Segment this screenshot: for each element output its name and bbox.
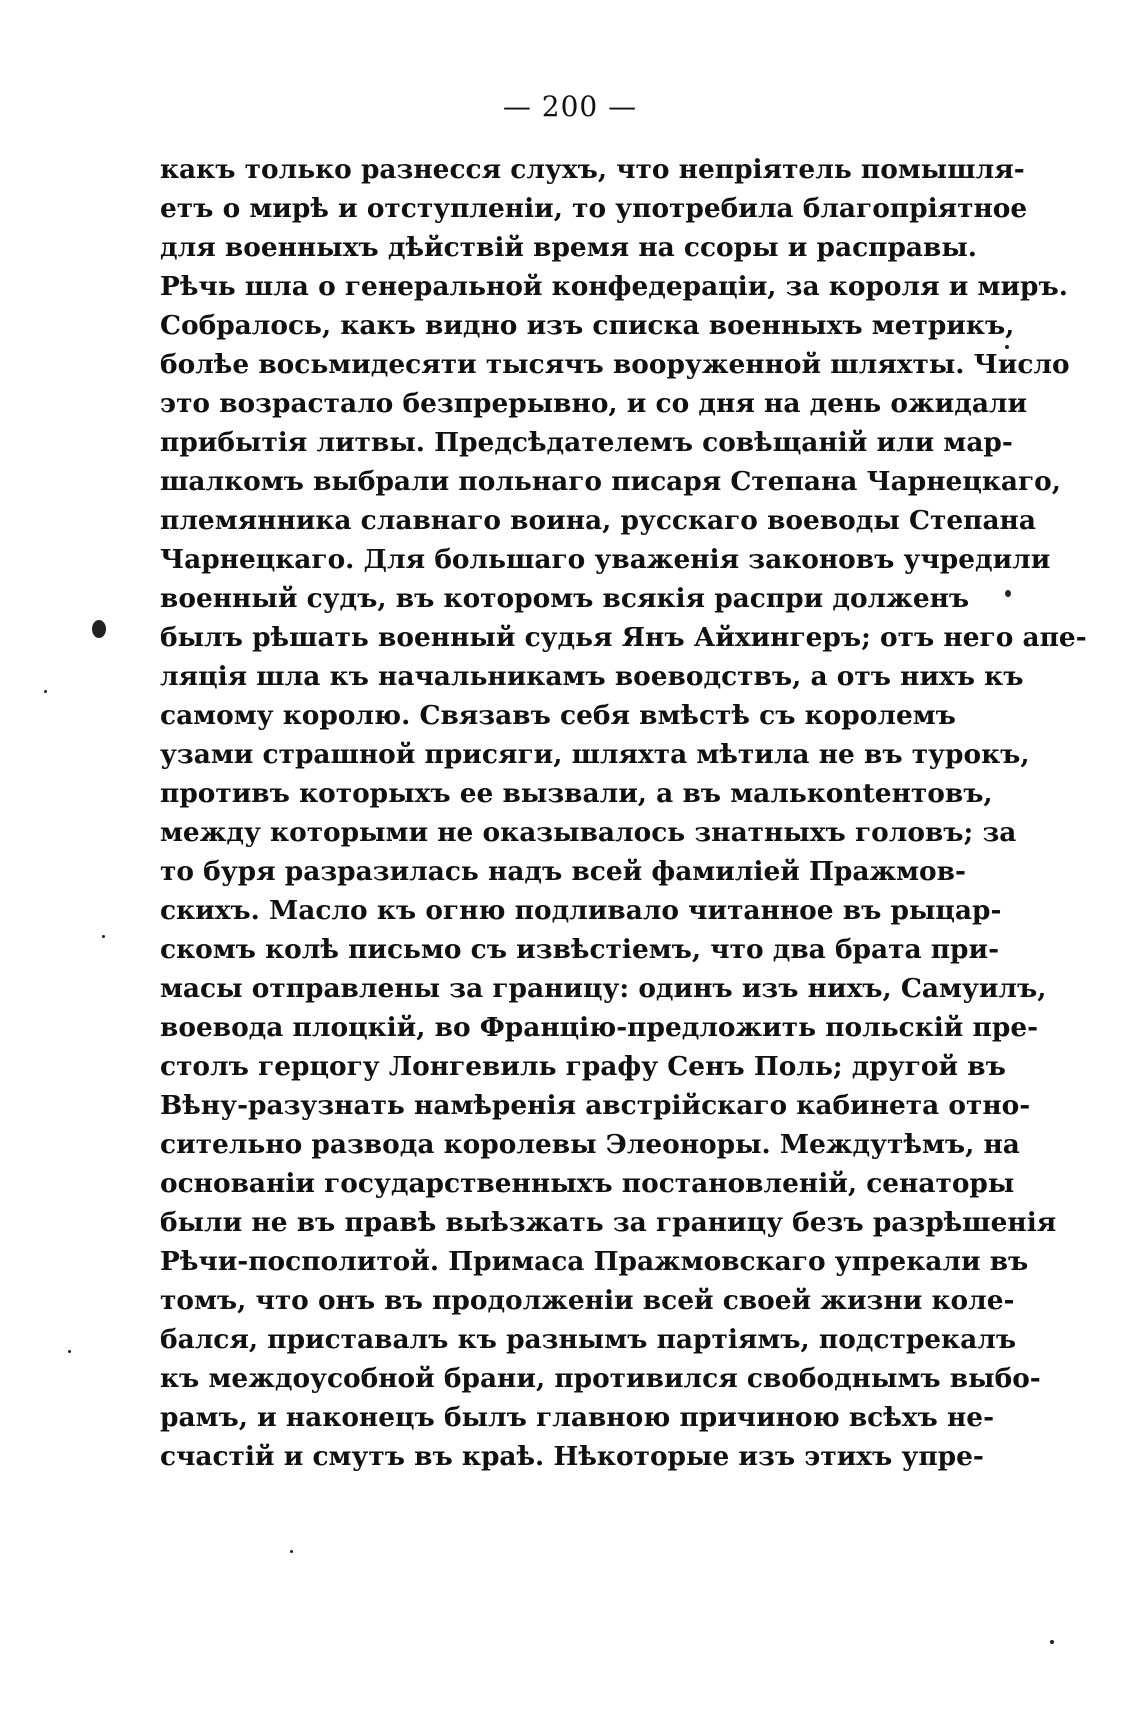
scan-speck bbox=[68, 1350, 71, 1353]
text-line: племянника славнаго воина, русскаго воеводы Степана bbox=[160, 505, 1036, 536]
page-number: — 200 — bbox=[502, 90, 638, 123]
text-line: Собралось, какъ видно изъ списка военныхъ метрикъ, bbox=[160, 310, 1015, 341]
text-line: Вѣну-разузнать намѣренія австрійскаго кабинета отно- bbox=[160, 1090, 1031, 1121]
text-line: томъ, что онъ въ продолженіи всей своей жизни коле- bbox=[160, 1285, 1015, 1316]
text-line: сительно развода королевы Элеоноры. Междутѣмъ, на bbox=[160, 1129, 1020, 1160]
text-line: самому королю. Связавъ себя вмѣстѣ съ королемъ bbox=[160, 700, 956, 731]
text-line: основаніи государственныхъ постановленій, сенаторы bbox=[160, 1168, 1015, 1199]
text-line: то буря разразилась надъ всей фамиліей Пражмов- bbox=[160, 856, 966, 887]
text-line: бался, приставалъ къ разнымъ партіямъ, подстрекалъ bbox=[160, 1324, 1017, 1355]
text-line: узами страшной присяги, шляхта мѣтила не въ турокъ, bbox=[160, 739, 1030, 770]
text-line: Чарнецкаго. Для большаго уваженія законовъ учредили bbox=[160, 544, 1051, 575]
scan-speck bbox=[290, 1550, 293, 1553]
text-line: столъ герцогу Лонгевиль графу Сенъ Поль; другой въ bbox=[160, 1051, 1006, 1082]
text-line: между которыми не оказывалось знатныхъ головъ; за bbox=[160, 817, 1017, 848]
text-line: болѣе восьмидесяти тысячъ вооруженной шляхты. Число bbox=[160, 349, 1070, 380]
text-line: какъ только разнесся слухъ, что непріятель помышля- bbox=[160, 154, 1025, 185]
text-line: скихъ. Масло къ огню подливало читанное въ рыцар- bbox=[160, 895, 1002, 926]
text-line: ляція шла къ начальникамъ воеводствъ, а отъ нихъ къ bbox=[160, 661, 1024, 692]
text-line: военный судъ, въ которомъ всякія распри долженъ bbox=[160, 583, 970, 614]
scan-speck bbox=[44, 690, 47, 693]
text-line: противъ которыхъ ее вызвали, а въ малькontентовъ, bbox=[160, 778, 993, 809]
text-line: къ междоусобной брани, противился свободнымъ выбо- bbox=[160, 1363, 1041, 1394]
text-line: это возрастало безпрерывно, и со дня на день ожидали bbox=[160, 388, 1028, 419]
text-line: воевода плоцкій, во Францію-предложить польскій пре- bbox=[160, 1012, 1039, 1043]
text-line: прибытія литвы. Предсѣдателемъ совѣщаній или мар- bbox=[160, 427, 1013, 458]
body-text bbox=[160, 150, 1087, 1476]
text-line: етъ о мирѣ и отступленіи, то употребила благопріятное bbox=[160, 193, 1028, 224]
scan-speck bbox=[102, 935, 105, 938]
text-line: Рѣчь шла о генеральной конфедераціи, за короля и миръ. bbox=[160, 271, 1068, 302]
text-line: были не въ правѣ выѣзжать за границу безъ разрѣшенія bbox=[160, 1207, 1057, 1238]
scan-speck bbox=[1050, 1640, 1054, 1644]
text-line: Рѣчи-посполитой. Примаса Пражмовскаго упрекали въ bbox=[160, 1246, 1029, 1277]
text-line: счастій и смутъ въ краѣ. Нѣкоторые изъ этихъ упре- bbox=[160, 1441, 984, 1472]
scan-speck bbox=[1005, 590, 1011, 597]
text-line: рамъ, и наконецъ былъ главною причиною всѣхъ не- bbox=[160, 1402, 995, 1433]
scan-speck bbox=[92, 620, 106, 638]
text-line: скомъ колѣ письмо съ извѣстіемъ, что два брата при- bbox=[160, 934, 1000, 965]
text-line: шалкомъ выбрали польнаго писаря Степана Чарнецкаго, bbox=[160, 466, 1061, 497]
text-line: масы отправлены за границу: одинъ изъ нихъ, Самуилъ, bbox=[160, 973, 1047, 1004]
text-line: для военныхъ дѣйствій время на ссоры и расправы. bbox=[160, 232, 977, 263]
scan-speck bbox=[1005, 345, 1009, 349]
text-line: былъ рѣшать военный судья Янъ Айхингеръ; отъ него апе- bbox=[160, 622, 1087, 653]
